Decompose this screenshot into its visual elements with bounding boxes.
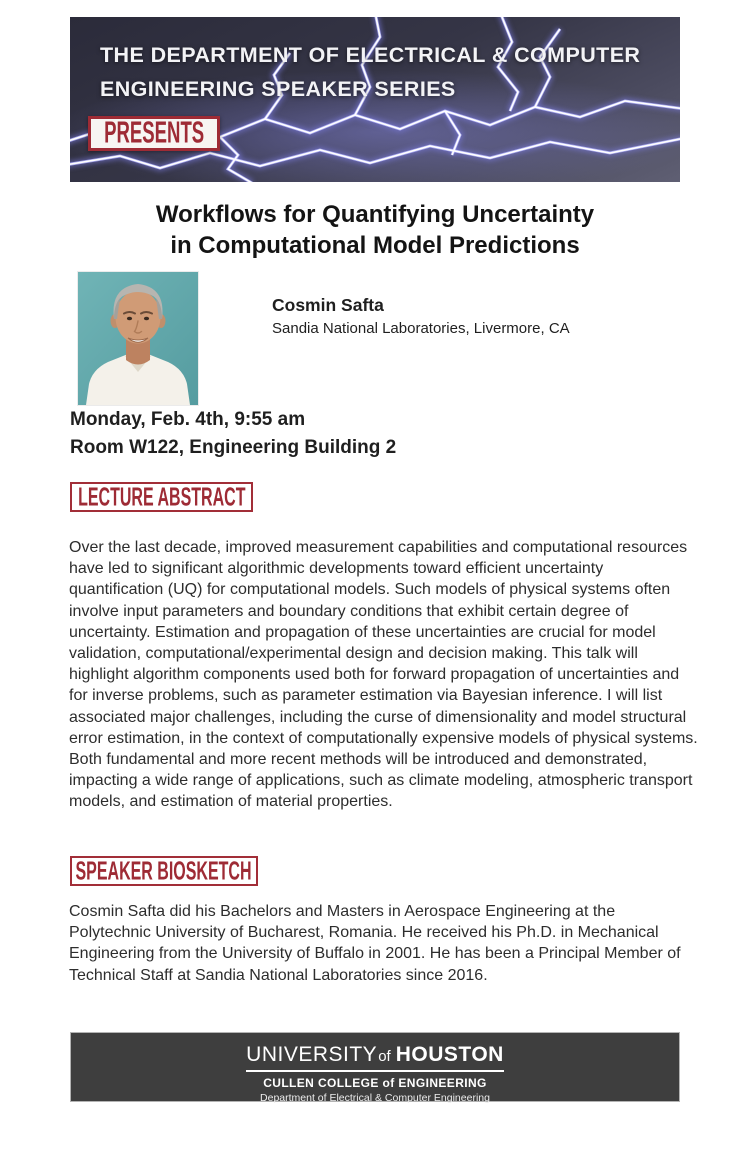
uh-houston-text: HOUSTON [395, 1043, 504, 1066]
uh-logo [246, 1044, 504, 1072]
college-name: CULLEN COLLEGE of ENGINEERING [263, 1076, 487, 1090]
speaker-name: Cosmin Safta [272, 295, 384, 315]
presents-label: PRESENTS [103, 116, 205, 150]
uh-of-text: of [378, 1048, 391, 1065]
presents-badge [88, 116, 220, 151]
abstract-paragraph: Over the last decade, improved measurement capabilities and computational resources have led to significant algorithmic developments toward efficient uncertainty quantification (UQ) for computational models. Such models of physical systems often involve input parameters and boundary conditions that exhibit certain degree of uncertainty. Estimation and propagation of these uncertainties are crucial for model validation, computational/experimental design and decision making. This talk will highlight algorithm components used both for forward propagation of uncertainties and for inverse problems, such as parameter estimation via Bayesian inference. I will list associated major challenges, including the curse of dimensionality and model structural error estimation, in the context of computationally expensive models of physical systems. Both fundamental and more recent methods will be introduced and demonstrated, impacting a wide range of applications, such as climate modeling, atmospheric transport models, and estimation of material properties. [69, 539, 698, 811]
event-datetime: Monday, Feb. 4th, 9:55 am [70, 409, 306, 430]
speaker-biosketch-label: SPEAKER BIOSKETCH [75, 855, 253, 886]
talk-title [0, 199, 750, 261]
talk-title-line2: in Computational Model Predictions [170, 232, 580, 259]
speaker-info [272, 295, 570, 337]
series-title-line2: ENGINEERING SPEAKER SERIES [100, 77, 456, 101]
lecture-abstract-heading [70, 482, 253, 512]
series-title-line1: THE DEPARTMENT OF ELECTRICAL & COMPUTER [100, 43, 641, 67]
footer-banner [70, 1032, 680, 1102]
lecture-abstract-label: LECTURE ABSTRACT [77, 481, 246, 512]
event-details [70, 406, 396, 461]
speaker-portrait-graphic [78, 272, 198, 405]
talk-title-line1: Workflows for Quantifying Uncertainty [155, 201, 595, 228]
speaker-biosketch-heading [70, 856, 258, 886]
event-location: Room W122, Engineering Building 2 [70, 436, 397, 458]
header-banner [70, 17, 680, 182]
speaker-affiliation: Sandia National Laboratories, Livermore, CA [272, 320, 570, 337]
series-title [100, 38, 640, 106]
bio-paragraph: Cosmin Safta did his Bachelors and Masters in Aerospace Engineering at the Polytechnic University of Bucharest, Romania. He received his Ph.D. in Mechanical Engineering from the University of Buffalo in 2001. He has been a Principal Member of Technical Staff at Sandia National Laboratories since 2016. [69, 903, 681, 984]
speaker-photo [78, 272, 198, 405]
uh-university-text: UNIVERSITY [246, 1043, 378, 1066]
department-name: Department of Electrical & Computer Engineering [260, 1092, 490, 1104]
